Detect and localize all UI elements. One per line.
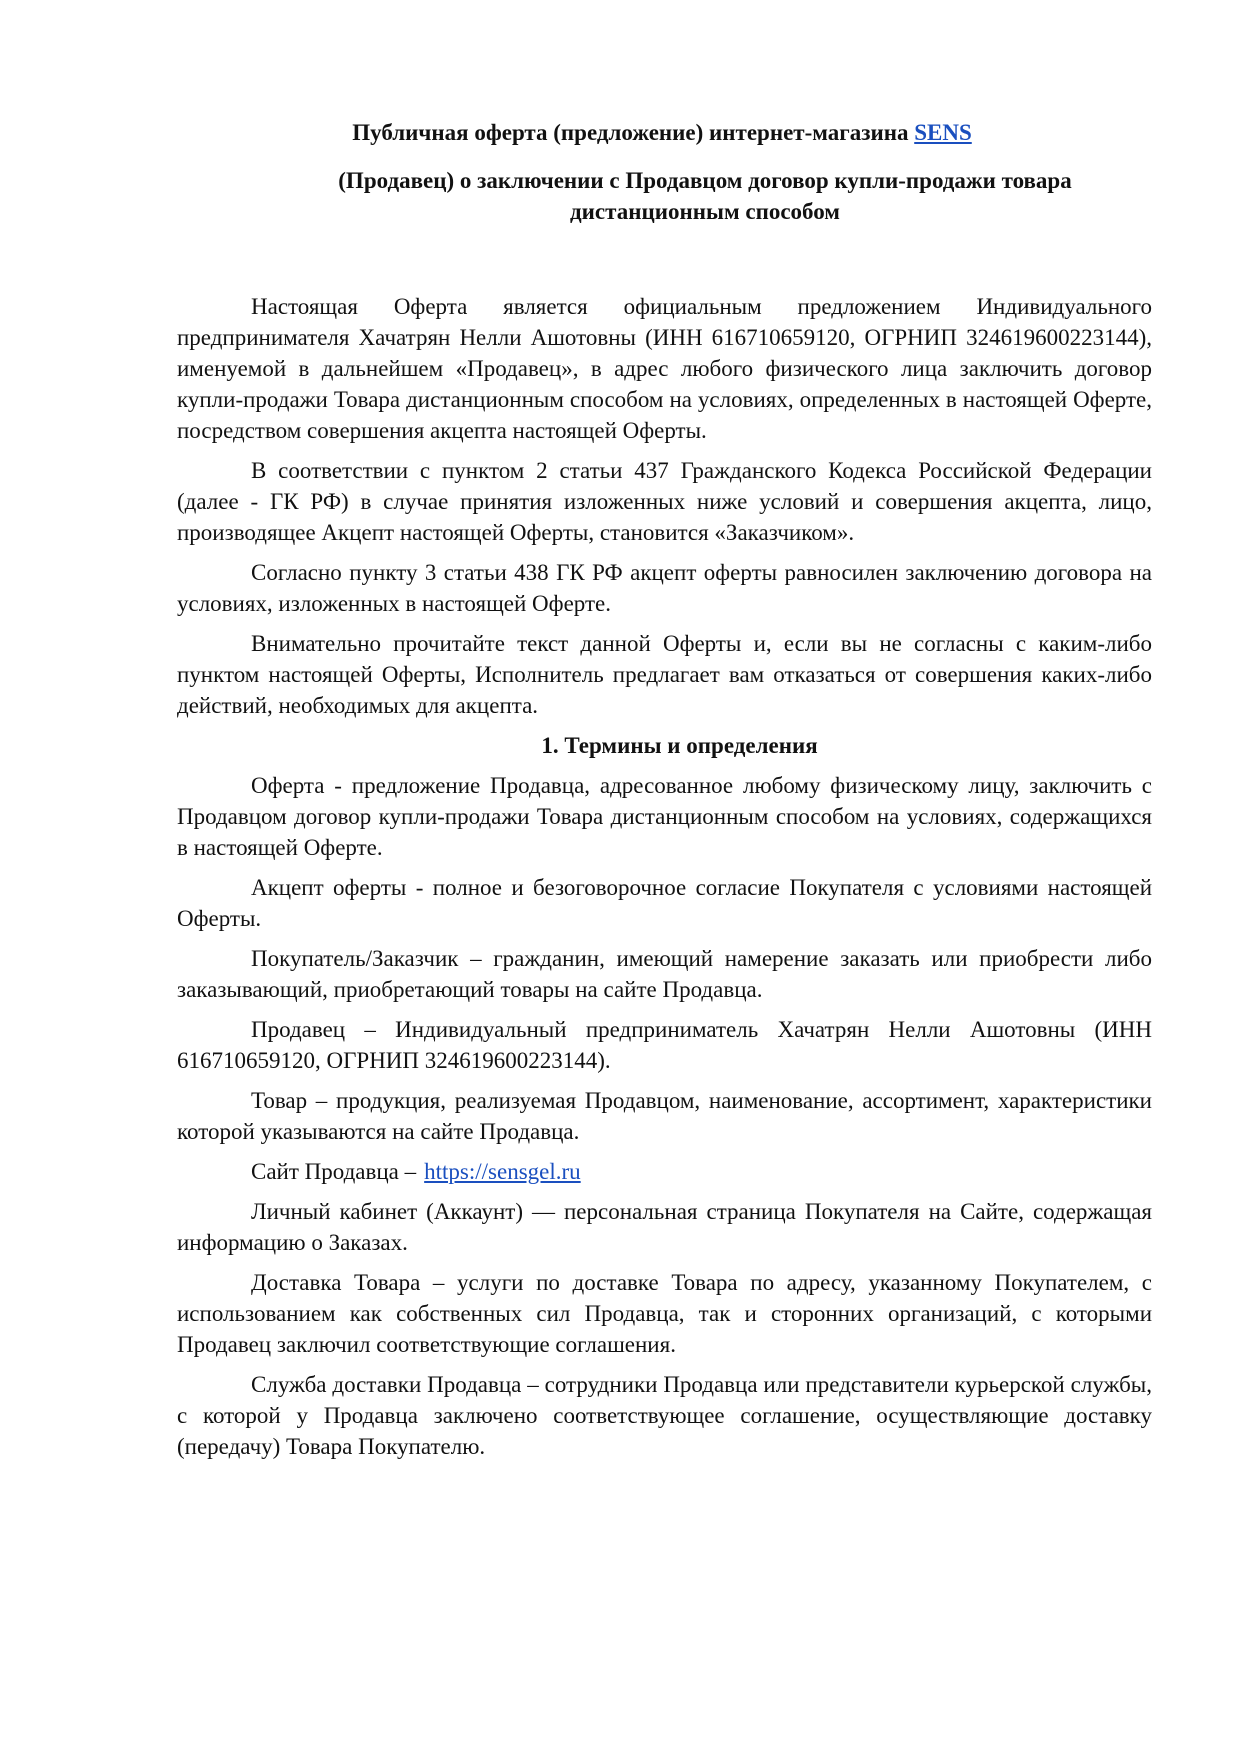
- intro-paragraph: В соответствии с пунктом 2 статьи 437 Гражданского Кодекса Российской Федерации (далее - ГК РФ) в случае принятия изложенных ниже условий и совершения акцепта, лицо, производящее Акцепт настоящей Оферты, становится «Заказчиком».: [177, 458, 1152, 545]
- title-text: Публичная оферта (предложение) интернет-магазина: [352, 120, 915, 145]
- definition-paragraph: Акцепт оферты - полное и безоговорочное согласие Покупателя с условиями настоящей Оферты.: [177, 875, 1152, 931]
- definition-paragraph: Служба доставки Продавца – сотрудники Продавца или представители курьерской службы, с которой у Продавца заключено соответствующее соглашение, осуществляющие доставку (передачу) Товара Покупателю.: [177, 1372, 1152, 1459]
- definition-paragraph: Оферта - предложение Продавца, адресованное любому физическому лицу, заключить с Продавцом договор купли-продажи Товара дистанционным способом на условиях, содержащихся в настоящей Оферте.: [177, 773, 1152, 860]
- definition-paragraph: Личный кабинет (Аккаунт) — персональная страница Покупателя на Сайте, содержащая информацию о Заказах.: [177, 1199, 1152, 1255]
- section-heading: 1. Термины и определения: [541, 733, 818, 758]
- site-definition: [177, 1156, 1152, 1187]
- document-subtitle: (Продавец) о заключении с Продавцом договор купли-продажи товара дистанционным способом: [338, 168, 1072, 224]
- site-label: Сайт Продавца –: [251, 1159, 417, 1184]
- intro-paragraph: Настоящая Оферта является официальным предложением Индивидуального предпринимателя Хачатрян Нелли Ашотовны (ИНН 616710659120, ОГРНИП 324619600223144), именуемой в дальнейшем «Продавец», в адрес любого физического лица заключить договор купли-продажи Товара дистанционным способом на условиях, определенных в настоящей Оферте, посредством совершения акцепта настоящей Оферты.: [177, 294, 1152, 443]
- sens-link[interactable]: SENS: [914, 120, 972, 145]
- definition-paragraph: Покупатель/Заказчик – гражданин, имеющий намерение заказать или приобрести либо заказывающий, приобретающий товары на сайте Продавца.: [177, 946, 1152, 1002]
- definition-paragraph: Доставка Товара – услуги по доставке Товара по адресу, указанному Покупателем, с использованием как собственных сил Продавца, так и сторонних организаций, с которыми Продавец заключил соответствующие соглашения.: [177, 1270, 1152, 1357]
- document-body: [177, 291, 1152, 1471]
- intro-paragraph: Внимательно прочитайте текст данной Оферты и, если вы не согласны с каким-либо пунктом настоящей Оферты, Исполнитель предлагает вам отказаться от совершения каких-либо действий, необходимых для акцепта.: [177, 631, 1152, 718]
- document-title: [177, 118, 1147, 148]
- definition-paragraph: Товар – продукция, реализуемая Продавцом, наименование, ассортимент, характеристики которой указываются на сайте Продавца.: [177, 1088, 1152, 1144]
- site-url-link[interactable]: https://sensgel.ru: [424, 1159, 581, 1184]
- intro-paragraph: Согласно пункту 3 статьи 438 ГК РФ акцепт оферты равносилен заключению договора на условиях, изложенных в настоящей Оферте.: [177, 560, 1152, 616]
- definition-paragraph: Продавец – Индивидуальный предприниматель Хачатрян Нелли Ашотовны (ИНН 616710659120, ОГРНИП 324619600223144).: [177, 1017, 1152, 1073]
